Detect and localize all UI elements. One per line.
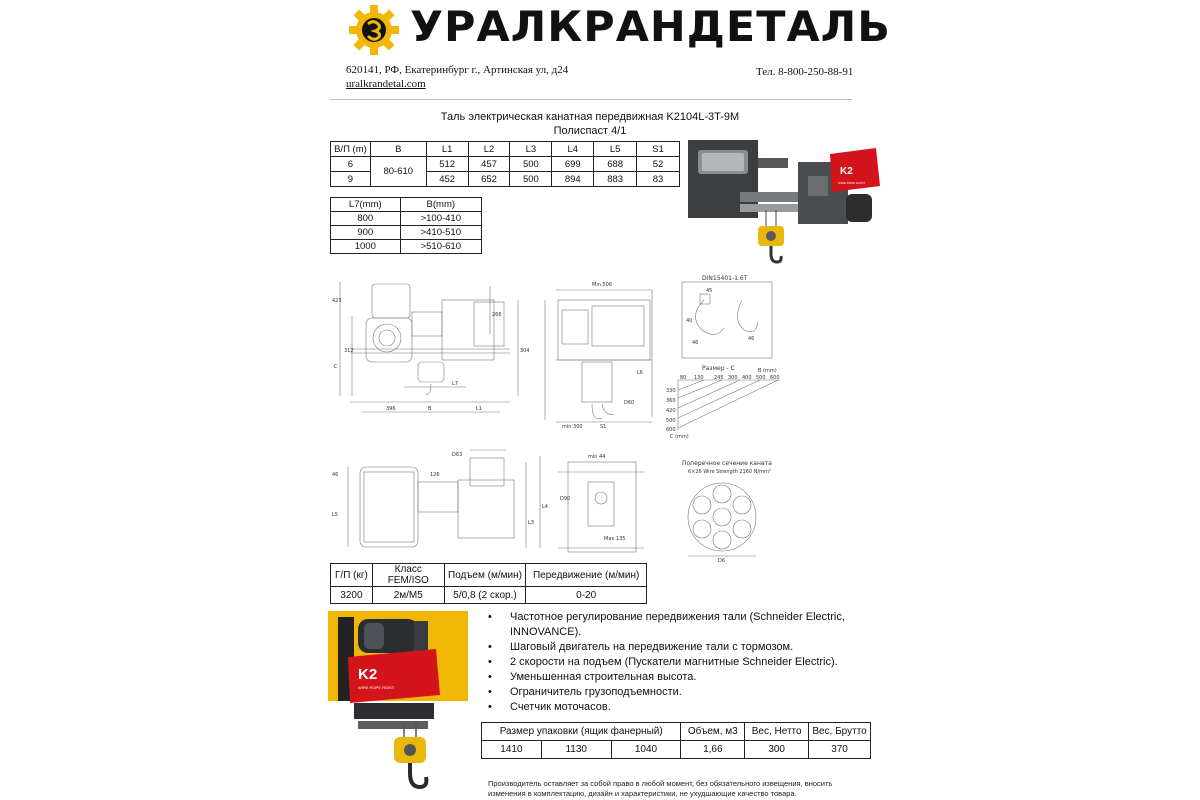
table-header-cell: S1 xyxy=(637,142,680,157)
dim-min300: min 300 xyxy=(562,424,583,430)
b-tick: 300 xyxy=(728,375,738,381)
table-cell: 699 xyxy=(552,157,594,172)
dim-l7: L7 xyxy=(452,381,458,387)
website-link[interactable]: uralkrandetal.com xyxy=(346,78,426,90)
dim-s1: S1 xyxy=(600,424,607,430)
table-header-cell: L3 xyxy=(510,142,552,157)
dim-46b: 46 xyxy=(748,336,755,342)
dim-d90: D90 xyxy=(560,496,571,502)
dim-d63: D63 xyxy=(452,452,463,458)
packaging-table xyxy=(481,722,871,759)
table-row xyxy=(331,157,680,172)
table-cell: 452 xyxy=(426,172,468,187)
table-header-row xyxy=(331,198,482,212)
phone-number: Тел. 8-800-250-88-91 xyxy=(756,66,854,78)
c-tick: 330 xyxy=(666,388,676,394)
dim-c: C xyxy=(334,364,338,370)
hoist-render-bottom xyxy=(328,603,468,798)
dim-45: 45 xyxy=(706,288,713,294)
table-header-cell: Класс FEM/ISO xyxy=(372,564,444,587)
table-cell: 83 xyxy=(637,172,680,187)
dim-304: 304 xyxy=(520,348,530,354)
product-title-line1: Таль электрическая канатная передвижная K2104L-3T-9M xyxy=(440,111,740,123)
table-cell: 652 xyxy=(468,172,510,187)
b-tick: 130 xyxy=(694,375,704,381)
list-item: • 2 скорости на подъем (Пускатели магнитные Schneider Electric). xyxy=(488,655,878,670)
table-cell: 300 xyxy=(745,741,809,759)
table-header-cell: B(mm) xyxy=(400,198,481,212)
table-cell: 52 xyxy=(637,157,680,172)
table-cell: 1410 xyxy=(482,741,542,759)
dim-396: 396 xyxy=(386,406,396,412)
hook-detail-drawing xyxy=(682,282,772,358)
c-tick: 420 xyxy=(666,408,676,414)
dim-d6: D6 xyxy=(718,558,726,562)
hook-spec-label: DIN15401-1.6T xyxy=(702,275,748,282)
table-header-cell: B xyxy=(370,142,426,157)
product-title-line2: Полиспаст 4/1 xyxy=(553,125,627,137)
dim-312: 312 xyxy=(344,348,354,354)
dim-266: 266 xyxy=(492,312,502,318)
table-header-row xyxy=(331,564,647,587)
company-address: 620141, РФ, Екатеринбург г., Артинская ул, д24 xyxy=(346,64,569,76)
rope-cross-section xyxy=(688,483,756,556)
list-item: • Ограничитель грузоподъемности. xyxy=(488,685,878,700)
side-view-drawing xyxy=(545,290,652,422)
b-tick: 500 xyxy=(756,375,766,381)
dim-l5: L5 xyxy=(332,512,338,518)
brand-name: УРАЛКРАНДЕТАЛЬ xyxy=(410,2,891,51)
dim-l3: L3 xyxy=(528,520,534,526)
dim-b: B xyxy=(428,406,432,412)
rope-section-title: Поперечное сечение каната xyxy=(682,460,772,467)
hoist-render-top xyxy=(680,132,892,272)
dimensions-table xyxy=(330,141,680,187)
table-cell: 5/0,8 (2 скор.) xyxy=(444,587,526,604)
travel-motor xyxy=(846,194,872,222)
table-row xyxy=(331,587,647,604)
table-header-row xyxy=(331,142,680,157)
size-c-label: Размер - С xyxy=(702,365,735,372)
b-tick: 245 xyxy=(714,375,724,381)
badge-sub-bottom: WIRE ROPE HOIST xyxy=(358,685,395,690)
dim-min44: min 44 xyxy=(588,454,606,460)
trolley-detail-drawing xyxy=(558,462,644,552)
table-header-cell: Объем, м3 xyxy=(681,723,745,741)
size-c-graph xyxy=(678,380,780,430)
table-row xyxy=(331,226,482,240)
table-cell: 512 xyxy=(426,157,468,172)
features-list xyxy=(488,610,878,715)
table-cell: >510-610 xyxy=(400,240,481,254)
technical-drawing xyxy=(330,272,800,562)
table-row xyxy=(331,212,482,226)
table-header-cell: Г/П (кг) xyxy=(331,564,373,587)
table-header-cell: L1 xyxy=(426,142,468,157)
table-header-cell: В/П (m) xyxy=(331,142,371,157)
table-cell: 1,66 xyxy=(681,741,745,759)
table-cell: 1000 xyxy=(331,240,401,254)
list-item: • Уменьшенная строительная высота. xyxy=(488,670,878,685)
table-header-cell: L5 xyxy=(594,142,637,157)
table-header-cell: Передвижение (м/мин) xyxy=(526,564,647,587)
table-cell: 1040 xyxy=(611,741,681,759)
dim-126: 126 xyxy=(430,472,440,478)
trolley-frame xyxy=(354,703,434,719)
table-cell: >410-510 xyxy=(400,226,481,240)
disclaimer-footnote: Производитель оставляет за собой право в любой момент, без обязательного извещения, вносить изменения в комплектацию, дизайн и характеристики, не ухудшающие качество товара. xyxy=(488,779,833,798)
dim-d46: 46 xyxy=(692,340,699,346)
table-cell: 894 xyxy=(552,172,594,187)
table-cell: 1130 xyxy=(541,741,611,759)
dim-l6: L6 xyxy=(637,370,643,376)
table-cell: 2м/М5 xyxy=(372,587,444,604)
b-tick: 80 xyxy=(680,375,687,381)
c-axis-label: C (mm) xyxy=(670,434,689,440)
rope-spec: 6×26 Wire Strength 2160 N/mm² xyxy=(688,469,771,475)
table-cell: 500 xyxy=(510,172,552,187)
badge-sub: WIRE ROPE HOIST xyxy=(838,181,866,185)
hook-icon-bottom xyxy=(410,763,426,787)
list-item: • Шаговый двигатель на передвижение тали с тормозом. xyxy=(488,640,878,655)
table-cell: 457 xyxy=(468,157,510,172)
c-tick: 600 xyxy=(666,427,676,433)
dim-423: 423 xyxy=(332,298,342,304)
table-header-cell: L2 xyxy=(468,142,510,157)
table-header-cell: Размер упаковки (ящик фанерный) xyxy=(482,723,681,741)
dim-l1: L1 xyxy=(476,406,482,412)
table-cell: 883 xyxy=(594,172,637,187)
list-item: • Частотное регулирование передвижения тали (Schneider Electric, INNOVANCE). xyxy=(488,610,878,640)
table-cell-b: 80-610 xyxy=(370,157,426,187)
table-header-cell: Подъем (м/мин) xyxy=(444,564,526,587)
c-tick: 360 xyxy=(666,398,676,404)
table-cell: 800 xyxy=(331,212,401,226)
table-cell: 370 xyxy=(809,741,871,759)
table-cell: 3200 xyxy=(331,587,373,604)
c-tick: 500 xyxy=(666,418,676,424)
list-item: • Счетчик моточасов. xyxy=(488,700,878,715)
hoist-motor-red xyxy=(830,148,880,192)
badge-brand-bottom: K2 xyxy=(358,666,378,683)
table-header-cell: Вес, Нетто xyxy=(745,723,809,741)
l7-table xyxy=(330,197,482,254)
b-tick: 400 xyxy=(742,375,752,381)
bottom-view-drawing xyxy=(348,450,540,548)
dim-d60: D60 xyxy=(624,400,635,406)
table-cell: 500 xyxy=(510,157,552,172)
table-cell: 900 xyxy=(331,226,401,240)
header-divider xyxy=(330,99,852,100)
dim-40: 40 xyxy=(686,318,693,324)
table-header-cell: L4 xyxy=(552,142,594,157)
dim-max135: Max 135 xyxy=(604,536,626,542)
table-header-cell: Вес, Брутто xyxy=(809,723,871,741)
front-view-drawing xyxy=(340,282,518,412)
dim-min506: Min.506 xyxy=(592,282,613,288)
table-cell: 0-20 xyxy=(526,587,647,604)
dim-46: 46 xyxy=(332,472,339,478)
b-axis-label: B (mm) xyxy=(758,368,777,374)
table-cell: 9 xyxy=(331,172,371,187)
table-cell: 6 xyxy=(331,157,371,172)
table-cell: 688 xyxy=(594,157,637,172)
table-row xyxy=(482,741,871,759)
table-cell: >100-410 xyxy=(400,212,481,226)
hook-icon xyxy=(771,246,781,262)
table-header-cell: L7(mm) xyxy=(331,198,401,212)
badge-brand: K2 xyxy=(840,166,853,177)
performance-table xyxy=(330,563,647,604)
b-tick: 600 xyxy=(770,375,780,381)
table-header-row xyxy=(482,723,871,741)
dim-l4: L4 xyxy=(542,504,548,510)
table-row xyxy=(331,240,482,254)
gear-logo-icon xyxy=(345,4,405,56)
